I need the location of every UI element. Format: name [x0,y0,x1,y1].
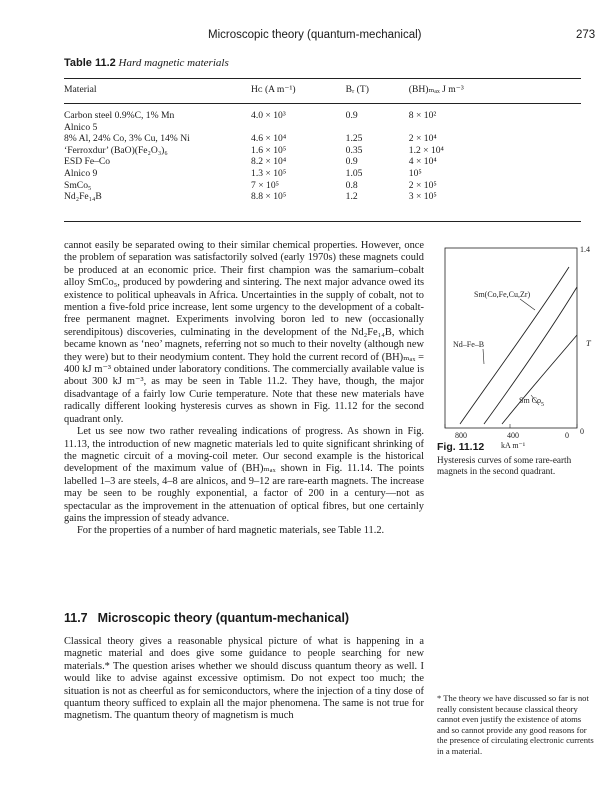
table-cell: 8% Al, 24% Co, 3% Cu, 14% Ni [64,133,190,145]
table-cell: ‘Ferroxdur’ (BaO)(Fe₂O₃)₆ [64,144,168,156]
page-number: 273 [576,29,596,41]
y-top-label: 1.4 [580,245,590,254]
x-tick-0: 0 [565,431,569,440]
table-cell: 8.8 × 10⁵ [251,191,287,203]
hard-magnetic-materials-table [64,84,544,203]
table-bottom-rule [64,221,581,222]
y-axis-label: T [586,338,591,348]
table-cell: 8 × 10² [408,110,437,121]
table-cell: 2 × 10⁵ [408,179,437,191]
table-cell: Nd₂Fe₁₄B [64,191,102,203]
label-sm-co-fe-cu-zr: Sm(Co,Fe,Cu,Zr) [474,290,531,299]
running-title: Microscopic theory (quantum-mechanical) [208,29,422,41]
section-number: 11.7 [64,611,88,625]
table-row [64,156,544,168]
x-tick-400: 400 [507,431,519,440]
table-cell: 1.3 × 10⁵ [251,167,287,179]
table-title: Hard magnetic materials [118,57,229,69]
table-top-rule [64,78,581,79]
table-cell: 4.0 × 10³ [251,110,286,121]
leader-sm-co-fe-cu-zr [520,299,535,310]
table-cell: 0.9 [345,110,358,121]
x-tick-800: 800 [455,431,467,440]
figure-caption-text: Hysteresis curves of some rare-earth magnets in the second quadrant. [437,455,572,476]
table-number: Table 11.2 [64,57,116,69]
table-cell: Carbon steel 0.9%C, 1% Mn [64,110,175,121]
table-row [64,180,544,192]
table-cell: 0.35 [345,144,363,156]
x-unit-label: kA m⁻¹ [501,441,526,450]
table-row [64,110,544,122]
table-row [64,122,544,134]
table-cell: 1.6 × 10⁵ [251,144,287,156]
section-title: Microscopic theory (quantum-mechanical) [97,611,350,625]
header-cell: Hᴄ (A m⁻¹) [251,84,296,95]
table-cell: Alnico 9 [64,167,98,179]
table-header-row [64,84,544,104]
table-cell: ESD Fe–Co [64,156,111,168]
table-cell [346,122,409,134]
footnote: * The theory we have discussed so far is not really consistent because classical theory cannot even justify the existence of atoms and so cannot provide any good reasons for the presence of circulating electronic currents in a material. [437,693,594,756]
table-cell: 0.8 [345,179,358,191]
body-paragraph: Let us see now two rather revealing indications of progress. As shown in Fig. 11.13, the introduction of new magnetic materials led to quite significant shrinking of the magnetic circuit of a moving-coil meter. Our second example is the historical development of the maximum value of (BH)ₘₐₓ shown in Fig. 11.14. The points labelled 1–3 are steels, 4–8 are alnicos, and 9–12 are rare-earth magnets. The increase may be seen to be roughly exponential, a factor of 200 in a century—not as spectacular as the improvement in the attenuation of optical fibres, but one certainly gains the impression of steady advance. [64,426,424,524]
table-cell: 1.2 [345,191,358,203]
table-row [64,168,544,180]
body-paragraph: For the properties of a number of hard magnetic materials, see Table 11.2. [77,525,385,537]
table-cell: 1.2 × 10⁴ [408,144,444,156]
body-paragraph: cannot easily be separated owing to their similar chemical properties. However, once the problem of separation was satisfactorily solved (early 1970s) these magnets could be produced at an economic price. Their first champion was the samarium–cobalt alloy SmCo₅, produced by powdering and sintering. The next major advance owed its existence to political upheavals in Africa. Uncertainties in the supply of cobalt, not to mention a five-fold price increase, lent some urgency to the development of a cobalt-free permanent magnet. Experiments involving boron led to new (occasionally serendipitous) discoveries, culminating in the development of the Nd₂Fe₁₄B, which became known as ‘neo’ magnets, referring not so much to their novelty (although new they were) but to their neodymium content. They hold the current record of (BH)ₘₐₓ = 400 kJ m⁻³ obtained under laboratory conditions. The commercially available value is about 300 kJ m⁻³, as may be seen in Table 11.2. They have, though, the major disadvantage of a fairly low Curie temperature. Note that these new materials have radically different looking hysteresis curves as shown in Fig. 11.12 for the second quadrant only. [64,240,424,425]
table-row [64,133,544,145]
plot-frame [445,248,577,428]
label-smco5-subscript: 5 [541,402,544,408]
table-cell: 3 × 10⁵ [408,191,437,203]
table-caption [64,57,229,69]
figure-caption [437,442,602,477]
table-cell: 2 × 10⁴ [408,133,437,145]
header-cell: (BH)ₘₐₓ J m⁻³ [408,84,464,95]
body-text [64,240,424,538]
y-zero-label: 0 [580,427,584,436]
section-body [64,636,424,723]
table-cell: 0.9 [345,156,358,168]
table-cell: 7 × 10⁵ [251,179,279,191]
label-smco5: Sm Co [519,396,542,405]
header-cell: Material [64,84,97,95]
header-cell: Bᵣ (T) [345,84,369,95]
figure-number: Fig. 11.12 [437,441,485,453]
table-cell: Alnico 5 [64,121,98,133]
label-nd-fe-b: Nd–Fe–B [453,340,485,349]
table-cell [251,122,346,134]
table-cell: 4.6 × 10⁴ [251,133,287,145]
table-cell: SmCo₅ [64,179,92,191]
table-cell: 1.25 [345,133,363,145]
table-cell: 1.05 [345,167,363,179]
running-head [0,29,615,45]
section-heading [64,611,349,625]
table-cell: 8.2 × 10⁴ [251,156,287,168]
leader-nd-fe-b [483,349,484,364]
table-cell [409,122,544,134]
table-row [64,191,544,203]
table-row [64,145,544,157]
table-cell: 4 × 10⁴ [408,156,437,168]
section-paragraph: Classical theory gives a reasonable physical picture of what is happening in a magnetic material and does give some guidance to people searching for new materials.* The question arises whether we should discuss quantum theory as well. I would like to advise against excessive optimism. Do not expect too much; the situation is not as cheerful as for semiconductors, where the injection of a tiny dose of quantum theory sufficed to explain all the major phenomena. The same is not true for magnetism. The quantum theory of magnetism is much [64,636,424,722]
table-cell: 10⁵ [408,167,422,179]
